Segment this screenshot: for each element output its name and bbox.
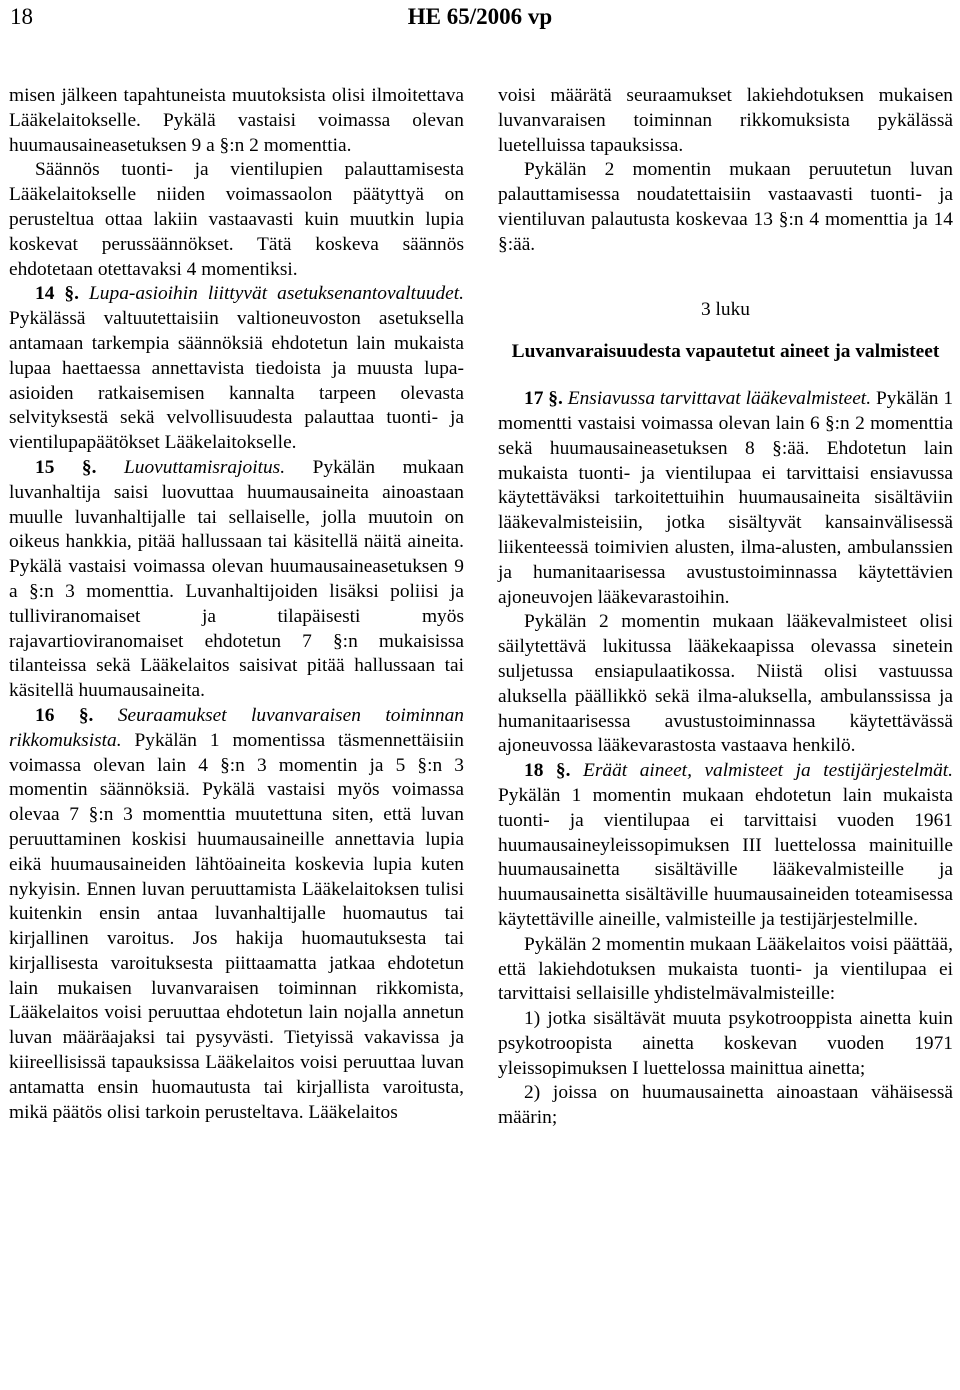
- section-title: Ensiavussa tarvittavat lääkevalmisteet.: [567, 388, 872, 410]
- section-text: Pykälän 1 momentissa täsmennettäisiin voimassa olevan lain 4 §:n 3 momentin ja 5 §:n 3 momentin säännöksiä. Pykälä vastaisi myös voimassa olevaa 7 §:n 3 momenttia muutettuna siten, että luvan peruuttaminen koskisi huumausaineille annettavia lupia eikä huumausaineiden lähtöaineita koskevia lupia kuten nykyisin. Ennen luvan peruuttamista Lääkelaitoksen tulisi kuitenkin ensin antaa luvanhaltijalle huomautus tai kirjallinen varoitus. Jos hakija huomautuksesta tai kirjallisesta varoituksesta piittaamatta jatkaa ehdotetun lain mukaisen luvanvaraisen toiminnan rikkomista, Lääkelaitos voisi peruuttaa ehdotetun lain nojalla annetun luvan määräajaksi tai pysyvästi. Tietyissä vakavissa ja kiireellisissä tapauksissa Lääkelaitos voisi peruuttaa luvan antamatta ensin huomautusta tai kirjallista varoitusta, mikä päätös olisi tarkoin perusteltava. Lääkelaitos: [9, 729, 464, 1123]
- document-id: HE 65/2006 vp: [407, 4, 553, 29]
- paragraph: misen jälkeen tapahtuneista muutoksista olisi ilmoitettava Lääkelaitokselle. Pykälä vastaisi voimassa olevan huumausaineasetuksen 9 a §:n 2 momenttia.: [9, 85, 464, 156]
- page-number: 18: [10, 4, 33, 29]
- section-number: 17 §.: [524, 388, 563, 410]
- section-title: Luovuttamisrajoitus.: [124, 456, 286, 478]
- section-title: Seuraamukset luvanvaraisen toiminnan rikkomuksista.: [9, 704, 464, 751]
- section-text: Pykälässä valtuutettaisiin valtioneuvoston asetuksella antamaan tarkempia säännöksiä ehdotetun lain mukaista lupaa haettaessa annettavista tiedoista ja muusta lupa-asioiden ratkaisemisen kannalta tarpeen olevasta selvityksestä sekä velvollisuudesta palauttaa tuonti- ja vientilupapäätökset Lääkelaitokselle.: [9, 308, 464, 454]
- section-title: Lupa-asioihin liittyvät asetuksenantovaltuudet.: [89, 283, 464, 305]
- section-number: 15 §.: [35, 456, 97, 478]
- paragraph: Säännös tuonti- ja vientilupien palauttamisesta Lääkelaitokselle niiden voimassaolon päätyttyä on perusteltua ottaa lakiin vastaavasti kuin muutkin lupia koskevat perussäännökset. Tätä koskeva säännös ehdotetaan otettavaksi 4 momentiksi.: [9, 159, 464, 280]
- section-text: Pykälän 1 momentti vastaisi voimassa olevan lain 6 §:n 2 momenttia sekä huumausaineasetuksen 8 §:ää. Ehdotetun lain mukaista tuonti- ja vientilupaa ei tarvittaisi ensiavussa käytettäväksi tarkoitettuihin huumausaineita sisältäviin lääkevalmisteisiin, jotka sisältyvät kansainvälisessä liikenteessä toimivien alusten, ilma-alusten, ambulanssien ja humanitaarisessa avustustoiminnassa käytettävien ajoneuvojen lääkevarastoihin.: [498, 388, 954, 608]
- section-16: [9, 704, 464, 1126]
- section-number: 14 §.: [35, 283, 79, 305]
- section-title: Eräät aineet, valmisteet ja testijärjestelmät.: [583, 760, 953, 782]
- section-18: [498, 759, 953, 933]
- list-item: 1) jotka sisältävät muuta psykotrooppista ainetta kuin psykotroopista ainetta koskevan vuoden 1971 yleissopimuksen I luettelossa mainittua ainetta;: [498, 1008, 953, 1079]
- section-text: Pykälän 1 momentin mukaan ehdotetun lain mukaista tuonti- ja vientilupaa ei tarvittaisi vuoden 1961 huumausaineyleissopimuksen III luettelossa mainituille huumausainetta sisältäville lääkevalmisteille ja huumausainetta sisältäville huumausaineiden toteamisessa käytettäville aineille, valmisteille ja testijärjestelmille.: [498, 784, 953, 930]
- section-17: [498, 387, 953, 610]
- section-15: [9, 456, 464, 704]
- section-14: [9, 282, 464, 456]
- page-header: [0, 0, 960, 40]
- paragraph: voisi määrätä seuraamukset lakiehdotuksen mukaisen luvanvaraisen toiminnan rikkomuksista pykälässä luetelluissa tapauksissa.: [498, 85, 953, 156]
- section-text: Pykälän mukaan luvanhaltija saisi luovuttaa huumausaineita ainoastaan muulle luvanhaltijalle tai sellaiselle, jolla muutoin on oikeus hankkia, pitää hallussaan tai käsitellä näitä aineita. Pykälä vastaisi voimassa olevan huumausaineasetuksen 9 a §:n 3 momenttia. Luvanhaltijoiden lisäksi poliisi ja tulliviranomaiset ja tilapäisesti myös rajavartioviranomaiset ehdotetun 7 §:n mukaisissa tilanteissa sekä Lääkelaitos saisivat pitää hallussaan tai käsitellä huumausaineita.: [9, 456, 464, 702]
- section-number: 16 §.: [35, 704, 94, 726]
- paragraph: Pykälän 2 momentin mukaan lääkevalmisteet olisi säilytettävä lukitussa lääkekaapissa olevassa sinetein suljetussa ensiapulaatikossa. Niistä olisi vastuussa aluksella päällikkö sekä ilma-aluksella, ambulanssissa ja humanitaarisessa avustustoiminnassa käytettävässä ajoneuvossa lääkevarastosta vastaava henkilö.: [498, 611, 953, 757]
- chapter-number: 3 luku: [700, 298, 751, 320]
- list-item: 2) joissa on huumausainetta ainoastaan vähäisessä määrin;: [498, 1082, 953, 1129]
- right-column: [498, 84, 953, 1131]
- paragraph: Pykälän 2 momentin mukaan peruutetun luvan palauttamisessa noudatettaisiin vastaavasti tuonti- ja vientiluvan palautusta koskevaa 13 §:n 4 momenttia ja 14 §:ää.: [498, 159, 953, 255]
- chapter-title: Luvanvaraisuudesta vapautetut aineet ja valmisteet: [511, 341, 940, 363]
- section-number: 18 §.: [524, 760, 571, 782]
- paragraph: Pykälän 2 momentin mukaan Lääkelaitos voisi päättää, että lakiehdotuksen mukaista tuonti- ja vientilupaa ei tarvittaisi sellaisille yhdistelmävalmisteille:: [498, 933, 953, 1005]
- left-column: [9, 84, 464, 1125]
